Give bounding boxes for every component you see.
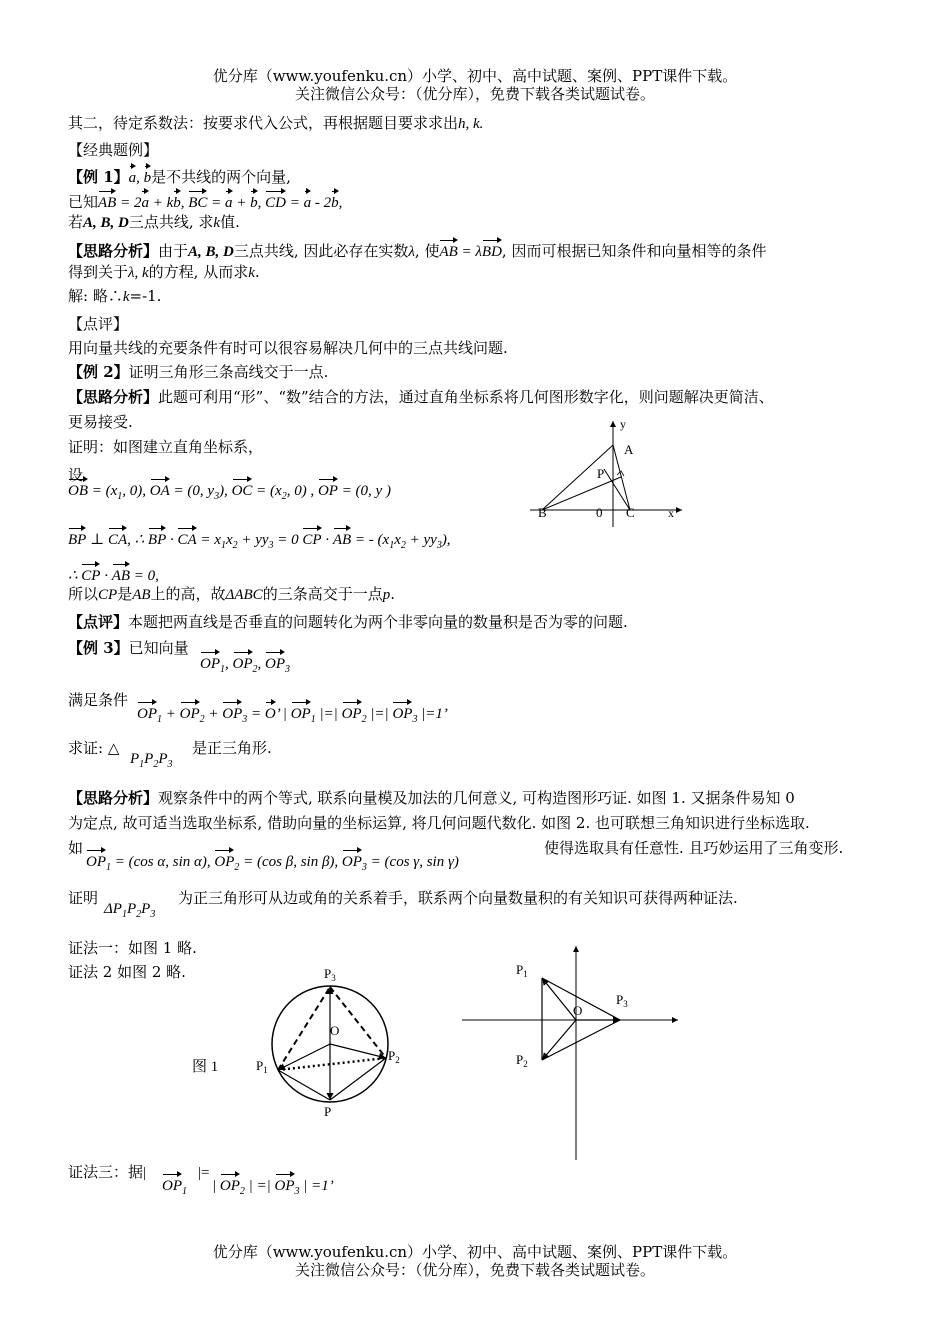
example2-analysis: 【思路分析】此题可利用“形”、“数”结合的方法，通过直角坐标系将几何图形数字化，则问题解决更简洁、	[68, 388, 774, 406]
label-P2-fig2: $P_2$	[516, 1052, 528, 1069]
example3-prove: 求证: △	[68, 739, 120, 757]
example1-solution: 解: 略∴k=-1.	[68, 287, 162, 305]
dotted-P1P2	[278, 1058, 386, 1070]
example3-vectors: $OP_1$, $OP_2$, $OP_3$	[200, 650, 290, 680]
label-P1: $P_1$	[256, 1058, 268, 1075]
figure-2-coordinates	[458, 942, 688, 1164]
comment1-text: 用向量共线的充要条件有时可以很容易解决几何中的三点共线问题.	[68, 339, 508, 357]
figure-1-caption: 图 1	[192, 1059, 219, 1075]
example2-conclusion-dot: ∴ CP · AB = 0,	[68, 562, 159, 586]
method1: 证法一：如图 1 略.	[68, 939, 197, 957]
example3-statement: 【例 3】已知向量	[68, 639, 189, 657]
triangle-altitude-figure	[520, 415, 690, 530]
method3-prefix: 证法三：据|	[68, 1163, 147, 1181]
example3-analysis: 【思路分析】观察条件中的两个等式, 联系向量模及加法的几何意义, 可构造图形巧证. 如图 1. 又据条件易知 0	[68, 789, 795, 807]
example1-question: 若A, B, D三点共线, 求k值.	[68, 213, 240, 231]
example3-analysis-line3-prefix: 如	[68, 839, 84, 857]
label-O: 0	[596, 505, 603, 520]
example3-triangle: $P_1P_2P_3$	[130, 751, 173, 770]
example3-analysis-line2: 为定点, 故可适当选取坐标系, 借助向量的坐标运算, 将几何问题代数化. 如图 2. 也可联想三角知识进行坐标选取.	[68, 814, 810, 832]
label-O-fig1: O	[330, 1023, 340, 1038]
example3-proof-text: 为正三角形可从边或角的关系着手，联系两个向量数量积的有关知识可获得两种证法.	[178, 889, 738, 907]
method3-equation: $OP_1$	[162, 1172, 187, 1202]
altitude-CP	[604, 469, 630, 510]
method3-equation-tail: | $OP_2$ | =| $OP_3$ | =1’	[212, 1172, 334, 1202]
label-P3-fig2: $P_3$	[616, 992, 628, 1009]
method2: 证法 2 如图 2 略.	[68, 963, 186, 981]
example3-proof-triangle: $\Delta P_1P_2P_3$	[104, 901, 156, 920]
example2-comment: 【点评】本题把两直线是否垂直的问题转化为两个非零向量的数量积是否为零的问题.	[68, 613, 628, 631]
label-C: C	[626, 505, 635, 520]
label-P2: $P_2$	[388, 1048, 400, 1065]
example1-given: 已知AB = 2a + kb, BC = a + b, CD = a - 2b,	[68, 189, 342, 213]
page-header-line1: 优分库（www.youfenku.cn）小学、初中、高中试题、案例、PPT课件下载。	[212, 67, 738, 85]
label-P-bottom: P	[324, 1104, 332, 1119]
altitude-BP	[542, 477, 621, 510]
example1-analysis: 【思路分析】由于A, B, D三点共线, 因此必存在实数λ, 使AB = λBD, 因而可根据已知条件和向量相等的条件	[68, 238, 766, 262]
example2-dot-products: BP ⊥ CA, ∴ BP · CA = $x_1x_2 + yy_3 = 0$ CP · AB = - $(x_1x_2 + yy_3)$,	[68, 526, 451, 556]
example3-proof-prefix: 证明	[68, 889, 99, 907]
example2-coordinates: OB = ($x_1$, 0), OA = (0, $y_3$), OC = ($x_2$, 0) , OP = (0, y )	[68, 477, 391, 507]
example3-analysis-line3-tail: 使得选取具有任意性. 且巧妙运用了三角变形.	[544, 839, 844, 857]
label-y: y	[620, 417, 626, 431]
example1-statement: 【例 1】a, b是不共线的两个向量,	[68, 164, 291, 188]
label-P1-fig2: $P_1$	[516, 962, 528, 979]
label-B: B	[538, 505, 547, 520]
vector-OP2-fig2	[542, 1020, 576, 1060]
label-x: x	[668, 506, 674, 520]
page-footer-line2: 关注微信公众号：（优分库），免费下载各类试题试卷。	[294, 1261, 655, 1279]
vector-OP1-fig2	[542, 978, 576, 1020]
example3-condition-label: 满足条件	[68, 691, 129, 709]
label-P: P	[597, 466, 605, 481]
example2-let: 设	[68, 466, 84, 484]
label-A: A	[624, 442, 634, 457]
example2-proof-start: 证明：如图建立直角坐标系，	[68, 438, 264, 456]
intro-line: 其二，待定系数法：按要求代入公式，再根据题目要求求出h, k.	[68, 114, 484, 132]
example2-analysis-line2: 更易接受.	[68, 413, 133, 431]
example3-prove-tail: 是正三角形.	[192, 739, 272, 757]
page-footer-line1: 优分库（www.youfenku.cn）小学、初中、高中试题、案例、PPT课件下载。	[212, 1243, 738, 1261]
label-O-fig2: O	[573, 1003, 583, 1018]
example2-conclusion: 所以CP是AB上的高，故ΔABC的三条高交于一点p.	[68, 585, 395, 603]
example2-statement: 【例 2】证明三角形三条高线交于一点.	[68, 363, 329, 381]
section-title: 【经典题例】	[68, 141, 159, 159]
side-P2P3-fig2	[542, 1020, 620, 1060]
method3-equation-eq: |=	[198, 1165, 210, 1181]
example3-condition: $OP_1 + OP_2 + OP_3 = O$’ | $OP_1$ |=| $OP_2$ |=| $OP_3$ |=1’	[137, 700, 448, 730]
page-header-line2: 关注微信公众号：（优分库），免费下载各类试题试卷。	[294, 85, 655, 103]
figure-1-circle	[180, 960, 420, 1120]
example1-analysis-line2: 得到关于λ, k的方程, 从而求k.	[68, 263, 260, 281]
label-P3: $P_3$	[324, 966, 336, 983]
example3-trig-vectors: $OP_1 = (\cos$ α, sin α), $OP_2 = (\cos$ β, sin β), $OP_3 = (\cos$ γ, sin γ)	[86, 848, 459, 878]
comment1-label: 【点评】	[68, 315, 129, 333]
